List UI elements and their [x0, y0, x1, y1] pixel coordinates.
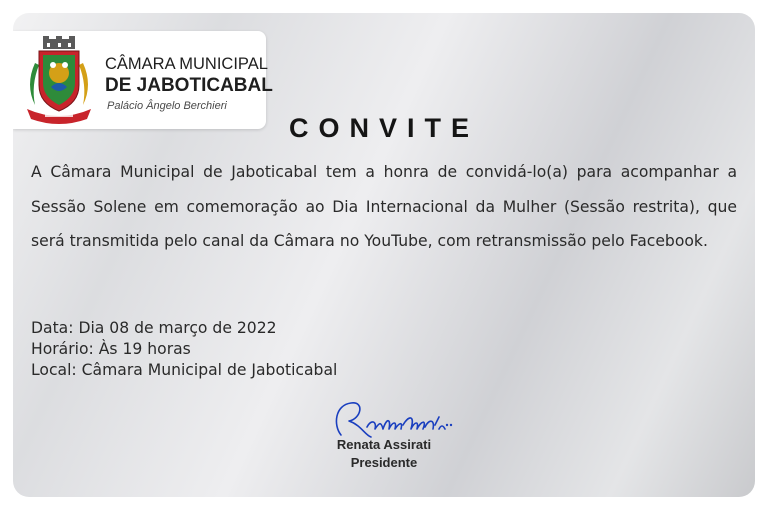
coat-of-arms-icon: [21, 35, 97, 125]
signer-role: Presidente: [350, 455, 418, 470]
event-location: Local: Câmara Municipal de Jaboticabal: [31, 361, 338, 379]
page-title: CONVITE: [288, 113, 479, 143]
invitation-body: A Câmara Municipal de Jaboticabal tem a honra de convidá-lo(a) para acompanhar a Sessão Solene em comemoração ao Dia Internacional da Mulher (Sessão restrita), que será transmitida pelo canal da Câmara no YouTube, com retransmissão pelo Facebook.: [31, 163, 737, 250]
signer-name: Renata Assirati: [336, 437, 432, 452]
org-name-line1: CÂMARA MUNICIPAL: [105, 55, 268, 73]
org-name-line2: DE JABOTICABAL: [105, 75, 273, 96]
org-subtitle: Palácio Ângelo Berchieri: [107, 100, 227, 112]
event-details: [31, 318, 337, 381]
invitation-card: [13, 13, 755, 497]
signer-block: [284, 436, 484, 472]
event-time: Horário: Às 19 horas: [31, 340, 191, 358]
event-date: Data: Dia 08 de março de 2022: [31, 319, 277, 337]
handwritten-signature: [331, 395, 455, 441]
